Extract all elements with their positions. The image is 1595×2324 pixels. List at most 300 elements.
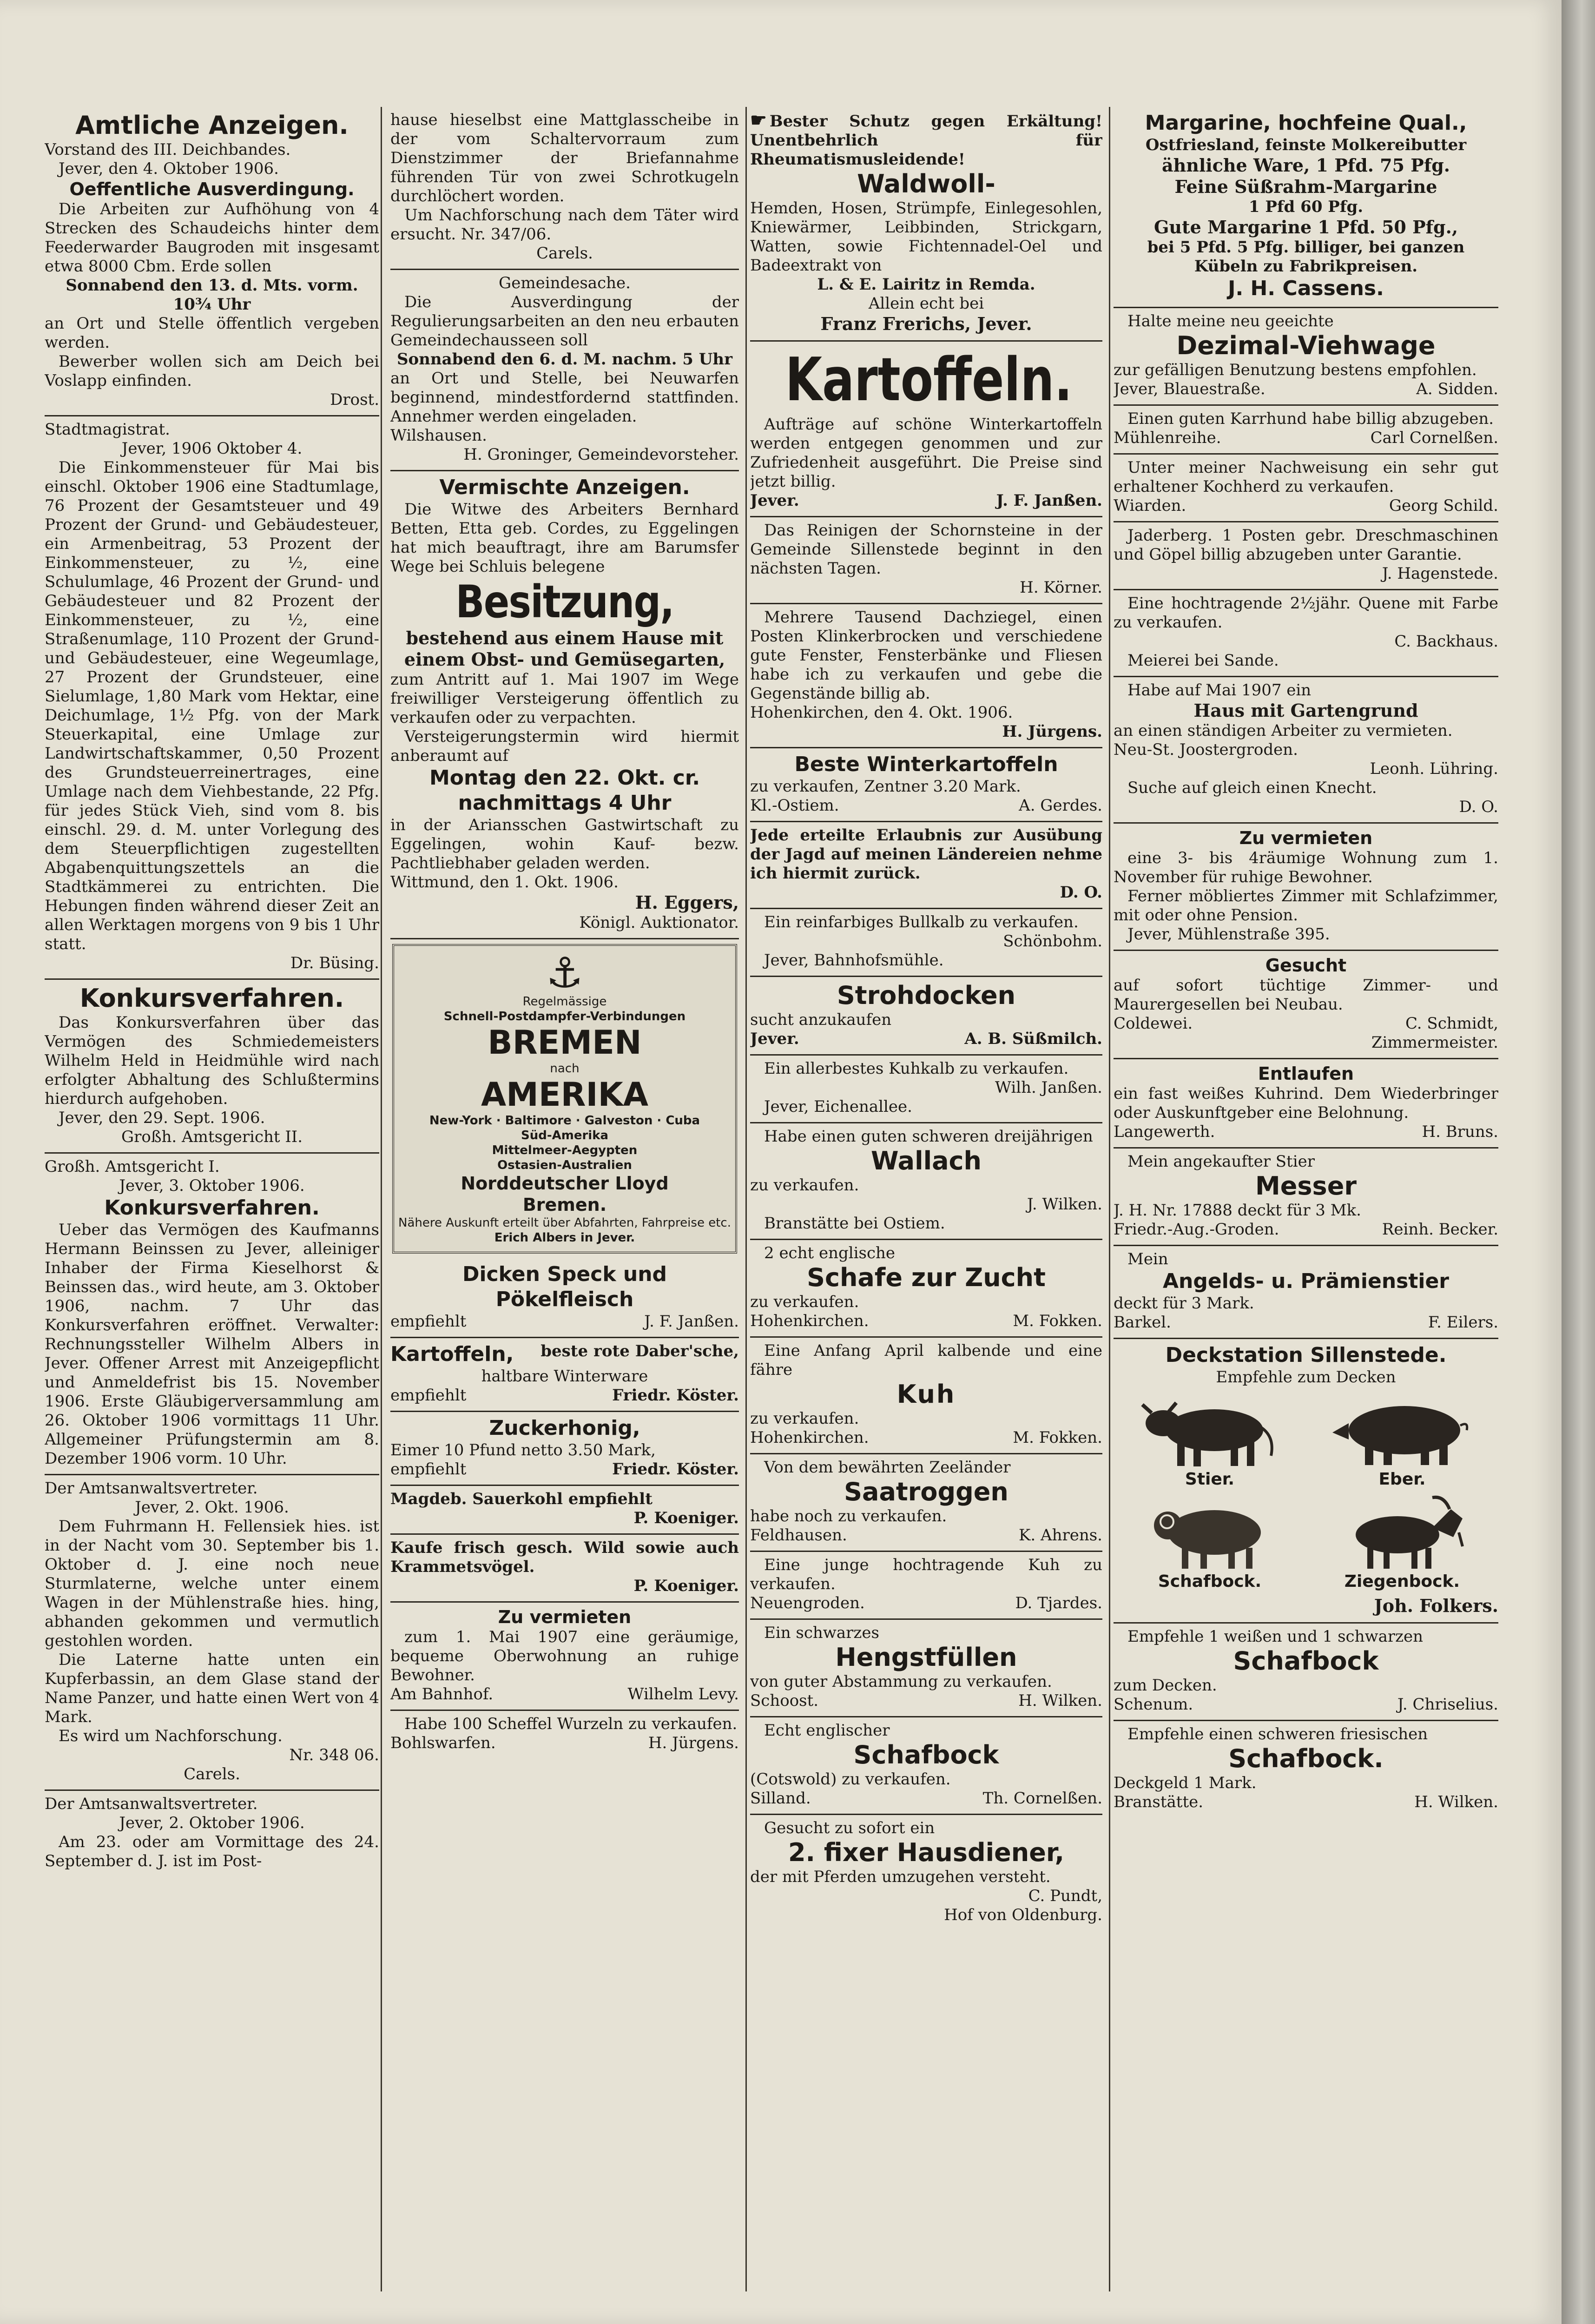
ad-text: Die Witwe des Arbeiters Bernhard Betten, Etta geb. Cordes, zu Eggelingen hat mich beauftragt, ihre am Barumsfer Wege bei Schluis belegene — [390, 500, 739, 576]
notice-text: an Ort und Stelle öffentlich vergeben werden. — [45, 314, 379, 352]
ad-price: ähnliche Ware, 1 Pfd. 75 Pfg. — [1161, 155, 1450, 176]
signature: Friedr. Köster. — [612, 1460, 739, 1479]
signature: D. Tjardes. — [1015, 1594, 1102, 1612]
section-title: Vermischte Anzeigen. — [439, 475, 690, 499]
ad-place: Jever, Blauestraße. — [1114, 380, 1265, 398]
ad-hausdiener — [750, 1815, 1102, 1930]
ad-place: Branstätte. — [1114, 1793, 1204, 1811]
ad-footer — [390, 1685, 739, 1704]
notice-title: Konkursverfahren. — [104, 1196, 320, 1220]
signature: Leonh. Lühring. — [1370, 759, 1498, 778]
ship-text: Nähere Auskunft erteilt über Abfahrten, Fahrpreise etc. — [398, 1216, 731, 1230]
ad-headline: 2. fixer Hausdiener, — [788, 1838, 1065, 1867]
ad-text: Mein — [1127, 1250, 1168, 1268]
ad-text: Magdeb. Sauerkohl empfiehlt — [390, 1490, 652, 1508]
ad-place: Neuengroden. — [750, 1594, 865, 1612]
ad-headline: Angelds- u. Prämienstier — [1163, 1269, 1449, 1293]
columns — [45, 107, 1498, 2301]
ad-text: empfiehlt — [390, 1312, 467, 1331]
ad-haus — [1114, 677, 1498, 824]
ad-footer — [750, 491, 1102, 510]
ship-text: Mittelmeer-Aegypten — [492, 1143, 638, 1157]
ad-wohnung — [1114, 824, 1498, 951]
ad-text: Habe 100 Scheffel Wurzeln zu verkaufen. — [404, 1715, 738, 1733]
ad-text: ein fast weißes Kuhrind. Dem Wiederbringer oder Auskunftgeber eine Belohnung. — [1114, 1084, 1498, 1122]
ad-entlaufen — [1114, 1059, 1498, 1149]
ad-bullkalb — [750, 909, 1102, 977]
ad-text: Versteigerungstermin wird hiermit anberaumt auf — [390, 727, 739, 765]
signature: H. Bruns. — [1422, 1122, 1498, 1141]
ad-footer — [750, 1526, 1102, 1545]
anchor-icon: ⚓ — [546, 949, 584, 997]
notice-date: Jever, 2. Oktober 1906. — [119, 1814, 305, 1832]
ad-text: Echt englischer — [764, 1721, 890, 1740]
notice-head: Gemeindesache. — [499, 274, 631, 292]
signature: H. Groninger, Gemeindevorsteher. — [463, 445, 739, 464]
ad-text: Ein schwarzes — [764, 1624, 879, 1642]
ad-footer — [390, 1734, 739, 1753]
ad-text: Mehrere Tausend Dachziegel, einen Posten Klinkerbrocken und verschiedene gute Fenster, Fensterbänke und Fliesen habe ich zu verkaufen und gebe die Gegenstände billig ab. — [750, 608, 1102, 703]
ad-kuh — [750, 1338, 1102, 1454]
ship-text: nach — [550, 1062, 580, 1076]
ad-place: Schenum. — [1114, 1695, 1193, 1714]
ad-place: Friedr.-Aug.-Groden. — [1114, 1220, 1279, 1239]
ad-text: der mit Pferden umzugehen versteht. — [750, 1868, 1051, 1886]
ad-place: Am Bahnhof. — [390, 1685, 494, 1703]
animal-label: Schafbock. — [1158, 1572, 1262, 1591]
ad-beste-winterkartoffeln — [750, 748, 1102, 822]
ad-place: Schoost. — [750, 1691, 819, 1710]
ad-footer — [390, 1386, 739, 1405]
ad-text: Empfehle einen schweren friesischen — [1127, 1725, 1428, 1743]
signature: Dr. Büsing. — [290, 954, 379, 972]
ad-maker: L. & E. Lairitz in Remda. — [817, 275, 1035, 294]
ad-text: haltbare Winterware — [481, 1367, 648, 1386]
ad-text: habe noch zu verkaufen. — [750, 1507, 947, 1525]
animal-ram — [1117, 1493, 1302, 1591]
ad-text: (Cotswold) zu verkaufen. — [750, 1770, 951, 1789]
notice-line: Vorstand des III. Deichbandes. — [45, 140, 291, 159]
ad-footer — [1114, 1122, 1498, 1142]
signature: D. O. — [1060, 883, 1102, 902]
notice-gemeinde — [390, 270, 739, 471]
ad-headline: Besitzung, — [455, 576, 674, 628]
ship-company: Norddeutscher Lloyd — [461, 1173, 669, 1194]
ad-stier-messer — [1114, 1149, 1498, 1246]
ship-city: AMERIKA — [481, 1076, 648, 1114]
ad-place: Hohenkirchen. — [750, 1428, 869, 1447]
ad-place: Jever. — [750, 1030, 799, 1048]
ad-text: Ein reinfarbiges Bullkalb zu verkaufen. — [764, 913, 1079, 931]
ad-text: Ostfriesland, feinste Molkereibutter — [1145, 136, 1467, 154]
signature: Großh. Amtsgericht II. — [121, 1128, 303, 1146]
ad-footer — [390, 1312, 739, 1331]
ad-headline: Kuh — [896, 1380, 956, 1409]
signature: Georg Schild. — [1389, 496, 1498, 515]
ad-winterkartoffeln — [750, 342, 1102, 517]
signature: F. Eilers. — [1428, 1313, 1498, 1332]
ad-headline: Schafbock. — [1228, 1744, 1384, 1773]
signature: H. Körner. — [1020, 578, 1102, 597]
signature: J. Hagenstede. — [1382, 564, 1498, 583]
notice-text: Es wird um Nachforschung. — [59, 1727, 283, 1745]
ad-text: Aufträge auf schöne Winterkartoffeln werden entgegen genommen und zur Zufriedenheit ausgeführt. Die Preise sind jetzt billig. — [750, 415, 1102, 491]
notice-head: Der Amtsanwaltsvertreter. — [45, 1795, 258, 1813]
ad-headline: Kartoffeln, — [390, 1342, 514, 1366]
ad-schafbock-2 — [1114, 1721, 1498, 1817]
signature: C. Backhaus. — [1394, 632, 1498, 651]
signature: Reinh. Becker. — [1382, 1220, 1498, 1239]
ad-place: Coldewei. — [1114, 1014, 1193, 1033]
ad-date: Wittmund, den 1. Okt. 1906. — [390, 873, 619, 891]
ad-headline: Zu vermieten — [498, 1607, 632, 1627]
ad-text: 2 echt englische — [764, 1244, 896, 1262]
notice-stadtmagistrat — [45, 416, 379, 980]
column-1 — [45, 107, 379, 2301]
ad-place: Neu-St. Joostergroden. — [1114, 740, 1298, 759]
ad-place: Jever, Mühlenstraße 395. — [1127, 925, 1330, 944]
signature: Drost. — [330, 390, 379, 409]
ram-icon — [1135, 1493, 1284, 1572]
ad-saatroggen — [750, 1454, 1102, 1552]
ad-headline: Margarine, hochfeine Qual., — [1145, 111, 1467, 135]
signature: Carels. — [184, 1765, 240, 1783]
ad-text: Das Reinigen der Schornsteine in der Gemeinde Sillenstede beginnt in den nächsten Tagen. — [750, 521, 1102, 578]
signature: A. B. Süßmilch. — [964, 1030, 1102, 1048]
signature: A. Gerdes. — [1019, 796, 1102, 815]
column-3 — [750, 107, 1102, 2301]
ad-place: Hohenkirchen. — [750, 1312, 869, 1330]
animal-label: Ziegenbock. — [1344, 1572, 1460, 1591]
ad-headline: Waldwoll- — [857, 169, 995, 198]
ad-footer — [1114, 380, 1498, 399]
ad-headline: Dezimal-Viehwage — [1176, 331, 1436, 360]
signature: P. Koeniger. — [633, 1577, 739, 1595]
notice-konkurs-2 — [45, 1154, 379, 1475]
notice-head: Der Amtsanwaltsvertreter. — [45, 1479, 258, 1498]
signature: Franz Frerichs, Jever. — [820, 313, 1032, 334]
ad-text: auf sofort tüchtige Zimmer- und Maurergesellen bei Neubau. — [1114, 976, 1498, 1014]
signature: C. Pundt, — [1028, 1887, 1102, 1905]
animal-row — [1114, 1391, 1498, 1489]
notice-deichband — [45, 107, 379, 416]
ad-footer — [1114, 1220, 1498, 1239]
ad-text: Ein allerbestes Kuhkalb zu verkaufen. — [764, 1059, 1069, 1078]
ad-head-row — [390, 1342, 739, 1367]
ad-headline: Saatroggen — [844, 1477, 1008, 1506]
ship-text: Schnell-Postdampfer-Verbindungen — [443, 1010, 686, 1023]
animal-label: Eber. — [1378, 1470, 1426, 1489]
notice-date: Jever, 1906 Oktober 4. — [121, 439, 303, 458]
ad-place: Silland. — [750, 1789, 811, 1808]
ad-text: Eine Anfang April kalbende und eine fähre — [750, 1341, 1102, 1379]
ad-text: Empfehle 1 weißen und 1 schwarzen — [1127, 1627, 1424, 1646]
ad-place: Kl.-Ostiem. — [750, 796, 839, 815]
ad-text: Kaufe frisch gesch. Wild sowie auch Krammetsvögel. — [390, 1538, 739, 1576]
ad-headline: Dicken Speck und Pökelfleisch — [462, 1262, 667, 1311]
ad-text: Von dem bewährten Zeeländer — [764, 1458, 1011, 1477]
notice-number: Nr. 348 06. — [289, 1746, 379, 1764]
ad-text: Feine Süßrahm-Margarine — [1174, 176, 1437, 197]
signature: J. H. Cassens. — [1228, 277, 1384, 300]
signature: Schönbohm. — [1003, 932, 1102, 951]
ad-headline: Hengstfüllen — [835, 1643, 1017, 1672]
ad-speck — [390, 1258, 739, 1338]
ad-headline: Wallach — [871, 1146, 982, 1175]
ad-text: in der Ariansschen Gastwirtschaft zu Eggelingen, wohin Kauf- bezw. Pachtliebhaber geladen werden. — [390, 816, 739, 872]
notice-text: Um Nachforschung nach dem Täter wird ersucht. Nr. 347/06. — [390, 206, 739, 244]
ad-text: zum Antritt auf 1. Mai 1907 im Wege freiwilliger Versteigerung öffentlich zu verkaufen oder zu verpachten. — [390, 670, 739, 727]
signature: Carl Cornelßen. — [1370, 429, 1498, 447]
ad-headline: Haus mit Gartengrund — [1193, 700, 1418, 721]
ad-headline: Kartoffeln. — [785, 345, 1073, 415]
ad-headline: Schafbock — [853, 1740, 999, 1769]
notice-place: Wilshausen. — [390, 426, 487, 445]
notice-title: Konkursverfahren. — [79, 984, 344, 1013]
ship-text: Ostasien-Australien — [497, 1158, 632, 1172]
ad-waldwoll — [750, 107, 1102, 342]
ad-schafbock-1 — [1114, 1624, 1498, 1721]
ad-headline: Deckstation Sillenstede. — [1165, 1343, 1447, 1367]
notice-date-emph: Sonnabend den 13. d. Mts. vorm. 10¾ Uhr — [66, 276, 358, 314]
ad-footer — [750, 1030, 1102, 1049]
ad-footer — [1114, 1793, 1498, 1812]
ad-schornsteine — [750, 517, 1102, 604]
ad-hengstfuellen — [750, 1620, 1102, 1717]
notice-text: Ueber das Vermögen des Kaufmanns Hermann Beinssen zu Jever, alleiniger Inhaber der Firma Kieselhorst & Beinssen das., wird heute, am 3. Oktober 1906, nachm. 7 Uhr das Konkursverfahren eröffnet. Verwalter: Rechnungssteller Wilhelm Albers in Jever. Offener Arrest mit Anzeigepflicht und Anmeldefrist bis 15. November 1906. Erste Gläubigerversammlung am 26. Oktober 1906 vormittags 11 Uhr. Allgemeiner Prüfungstermin am 8. Dezember 1906 vorm. 10 Uhr. — [45, 1221, 379, 1468]
ad-footer — [390, 1460, 739, 1479]
ad-wild — [390, 1535, 739, 1603]
notice-konkurs-1 — [45, 980, 379, 1154]
signature: H. Wilken. — [1414, 1793, 1498, 1811]
ad-quene — [1114, 590, 1498, 677]
ad-text — [750, 111, 1102, 169]
animal-row — [1114, 1493, 1498, 1591]
ad-text: zum 1. Mai 1907 eine geräumige, bequeme Oberwohnung an ruhige Bewohner. — [390, 1628, 739, 1684]
ad-praemienstier — [1114, 1246, 1498, 1339]
ad-text: Bester Schutz gegen Erkältung! Unentbehrlich für Rheumatismusleidende! — [750, 112, 1102, 169]
animal-boar — [1310, 1391, 1494, 1489]
signature: M. Fokken. — [1013, 1312, 1102, 1330]
ad-junge-kuh — [750, 1552, 1102, 1620]
signature: Joh. Folkers. — [1374, 1595, 1498, 1616]
ad-headline: Zuckerhonig, — [489, 1416, 640, 1440]
ad-margarine — [1114, 107, 1498, 308]
ad-side: beste rote Daber'sche, — [540, 1342, 739, 1360]
ad-footer — [750, 796, 1102, 815]
ad-text: empfiehlt — [390, 1386, 467, 1405]
notice-head: Oeffentliche Ausverdingung. — [69, 179, 355, 199]
notice-head: Stadtmagistrat. — [45, 420, 170, 439]
signature: C. Schmidt, — [1405, 1014, 1498, 1033]
ad-kartoffeln — [390, 1338, 739, 1412]
ad-zuckerhonig — [390, 1412, 739, 1486]
ad-footer — [1114, 429, 1498, 448]
notice-date: Jever, den 29. Sept. 1906. — [59, 1109, 265, 1127]
ad-date: Hohenkirchen, den 4. Okt. 1906. — [750, 703, 1013, 722]
ad-text: eine 3- bis 4räumige Wohnung zum 1. November für ruhige Bewohner. — [1114, 849, 1498, 886]
ad-text: Halte meine neu geeichte — [1127, 312, 1334, 330]
ad-text: J. H. Nr. 17888 deckt für 3 Mk. — [1114, 1201, 1361, 1220]
ad-text: Mein angekaufter Stier — [1127, 1152, 1315, 1171]
ad-text: Eimer 10 Pfund netto 3.50 Mark, — [390, 1441, 656, 1459]
ad-date: Montag den 22. Okt. cr. nachmittags 4 Uhr — [429, 766, 700, 815]
signature: Th. Cornelßen. — [982, 1789, 1102, 1808]
section-title: Amtliche Anzeigen. — [75, 111, 349, 140]
signature: J. Chriselius. — [1397, 1695, 1498, 1714]
ad-deckstation — [1114, 1339, 1498, 1624]
notice-laterne — [45, 1475, 379, 1791]
ad-footer — [1114, 496, 1498, 515]
ship-text: New-York · Baltimore · Galveston · Cuba — [429, 1114, 700, 1128]
ad-headline: Beste Winterkartoffeln — [794, 753, 1058, 776]
animal-bull — [1117, 1391, 1302, 1489]
ad-dreschmaschinen — [1114, 522, 1498, 590]
ad-text: zum Decken. — [1114, 1676, 1217, 1695]
ad-karrhund — [1114, 406, 1498, 455]
ad-footer — [750, 1691, 1102, 1710]
pointing-hand-icon: ☛ — [750, 109, 767, 131]
notice-text: an Ort und Stelle, bei Neuwarfen beginnend, mindestfordernd stattfinden. Annehmer werden eingeladen. — [390, 369, 739, 426]
ad-kochherd — [1114, 455, 1498, 522]
ad-headline: Messer — [1255, 1171, 1357, 1201]
ad-place: Jever. — [750, 491, 799, 510]
ad-place: Feldhausen. — [750, 1526, 847, 1545]
ad-place: Meierei bei Sande. — [1127, 651, 1279, 670]
ad-jagd — [750, 822, 1102, 909]
page-edge — [1562, 0, 1595, 2324]
notice-text: Dem Fuhrmann H. Fellensiek hies. ist in der Nacht vom 30. September bis 1. Oktober d. J. eine noch neue Sturmlaterne, welche unter einem Wagen in der Mühlenstraße hies. hing, abhanden gekommen und vermutlich gestohlen worden. — [45, 1517, 379, 1650]
signature: Wilh. Janßen. — [995, 1078, 1102, 1097]
notice-text: Die Arbeiten zur Aufhöhung von 4 Strecken des Schaudeichs hinter dem Feederwarder Baugroden mit insgesamt etwa 8000 Cbm. Erde sollen — [45, 200, 379, 276]
signature: H. Eggers, — [635, 892, 739, 913]
signature-title: Hof von Oldenburg. — [944, 1906, 1102, 1924]
ad-text: zu verkaufen. — [750, 1293, 859, 1311]
ad-strohdocken — [750, 977, 1102, 1056]
ad-vermieten — [390, 1603, 739, 1711]
notice-date: Jever, 3. Oktober 1906. — [119, 1176, 305, 1195]
signature: H. Wilken. — [1018, 1691, 1102, 1710]
ad-price: 1 Pfd 60 Pfg. — [1248, 198, 1364, 216]
ad-text: Einen guten Karrhund habe billig abzugeben. — [1127, 409, 1494, 428]
ad-wallach — [750, 1123, 1102, 1240]
ad-place: Mühlenreihe. — [1114, 429, 1221, 447]
ad-footer — [1114, 1313, 1498, 1332]
animal-goat — [1310, 1493, 1494, 1591]
notice-head: Großh. Amtsgericht I. — [45, 1157, 220, 1176]
ad-kuhkalb — [750, 1056, 1102, 1123]
notice-text: Am 23. oder am Vormittage des 24. September d. J. ist im Post- — [45, 1833, 379, 1870]
goat-icon — [1328, 1493, 1476, 1572]
boar-icon — [1328, 1391, 1476, 1470]
notice-text: hause hieselbst eine Mattglasscheibe in der vom Schaltervorraum zum Dienstzimmer der Briefannahme führenden Tür von zwei Schrotkugeln durchlöchert worden. — [390, 111, 739, 205]
ad-text: Jaderberg. 1 Posten gebr. Dreschmaschinen und Göpel billig abzugeben unter Garantie. — [1114, 526, 1498, 564]
ad-text: Deckgeld 1 Mark. — [1114, 1774, 1257, 1792]
ad-text: Habe einen guten schweren dreijährigen — [764, 1127, 1093, 1146]
ad-headline: Schafe zur Zucht — [807, 1263, 1046, 1292]
signature: J. F. Janßen. — [996, 491, 1102, 510]
ad-norddeutscher-lloyd — [392, 944, 737, 1254]
notice-text: Das Konkursverfahren über das Vermögen des Schmiedemeisters Wilhelm Held in Heidmühle wird nach erfolgter Abhaltung des Schlußtermins hierdurch aufgehoben. — [45, 1013, 379, 1108]
ad-dachziegel — [750, 604, 1102, 748]
ship-city: Bremen. — [522, 1195, 607, 1215]
signature: A. Sidden. — [1416, 380, 1498, 398]
notice-date-emph: Sonnabend den 6. d. M. nachm. 5 Uhr — [396, 350, 733, 369]
ship-text: Süd-Amerika — [521, 1129, 609, 1142]
signature: J. Wilken. — [1027, 1195, 1102, 1214]
ad-schafe — [750, 1240, 1102, 1338]
ad-text: bei 5 Pfd. 5 Pfg. billiger, bei ganzen Kübeln zu Fabrikpreisen. — [1147, 238, 1465, 276]
signature: J. F. Janßen. — [644, 1312, 739, 1331]
ad-besitzung — [390, 471, 739, 939]
signature: K. Ahrens. — [1019, 1526, 1102, 1545]
ad-place: Jever, Bahnhofsmühle. — [764, 951, 944, 970]
signature-title: Königl. Auktionator. — [579, 913, 739, 932]
ship-agent: Erich Albers in Jever. — [494, 1231, 635, 1245]
ad-place: Bohlswarfen. — [390, 1734, 496, 1752]
notice-text: Die Ausverdingung der Regulierungsarbeiten an den neu erbauten Gemeindechausseen soll — [390, 293, 739, 350]
ad-footer — [1114, 1695, 1498, 1714]
ad-text: deckt für 3 Mark. — [1114, 1294, 1254, 1313]
ad-text: Allein echt bei — [868, 294, 984, 313]
signature: Carels. — [536, 244, 593, 263]
ad-text: von guter Abstammung zu verkaufen. — [750, 1672, 1052, 1691]
notice-post-cont — [390, 107, 739, 270]
ad-place: Wiarden. — [1114, 496, 1186, 515]
notice-post — [45, 1791, 379, 1876]
ship-text: Regelmässige — [522, 995, 607, 1009]
ad-text: Habe auf Mai 1907 ein — [1127, 681, 1312, 700]
column-2 — [390, 107, 739, 2301]
ad-subline: bestehend aus einem Hause mit einem Obst- und Gemüsegarten, — [404, 627, 725, 670]
animal-label: Stier. — [1185, 1470, 1235, 1489]
notice-date: Jever, den 4. Oktober 1906. — [59, 159, 279, 178]
ad-text: an einen ständigen Arbeiter zu vermieten. — [1114, 721, 1453, 740]
ad-headline: Entlaufen — [1258, 1063, 1354, 1084]
ad-text: Empfehle zum Decken — [1216, 1368, 1396, 1386]
signature: D. O. — [1459, 798, 1498, 816]
ad-text: sucht anzukaufen — [750, 1010, 892, 1029]
signature: M. Fokken. — [1013, 1428, 1102, 1447]
ad-place: Langewerth. — [1114, 1122, 1215, 1141]
ad-text: zu verkaufen, Zentner 3.20 Mark. — [750, 777, 1021, 796]
ad-text: zu verkaufen. — [750, 1176, 859, 1195]
signature-title: Zimmermeister. — [1371, 1033, 1498, 1052]
ad-text: zur gefälligen Benutzung bestens empfohlen. — [1114, 361, 1477, 379]
ad-footer — [750, 1428, 1102, 1447]
notice-text: Die Laterne hatte unten ein Kupferbassin, an dem Glase stand der Name Panzer, und hatte einen Wert von 4 Mark. — [45, 1651, 379, 1726]
ad-headline: Strohdocken — [837, 981, 1016, 1010]
column-4 — [1114, 107, 1498, 2301]
signature: Wilhelm Levy. — [627, 1685, 739, 1703]
ad-sauerkohl — [390, 1486, 739, 1535]
ad-text: Hemden, Hosen, Strümpfe, Einlegesohlen, Kniewärmer, Leibbinden, Strickgarn, Watten, sowie Fichtennadel-Oel und Badeextrakt von — [750, 199, 1102, 275]
ad-text: Ferner möbliertes Zimmer mit Schlafzimmer, mit oder ohne Pension. — [1114, 887, 1498, 924]
ad-footer — [1114, 1014, 1498, 1033]
signature: Friedr. Köster. — [612, 1386, 739, 1405]
ad-headline: Gesucht — [1265, 955, 1347, 976]
ship-city: BREMEN — [488, 1023, 642, 1062]
notice-text: Bewerber wollen sich am Deich bei Voslapp einfinden. — [45, 352, 379, 390]
notice-date: Jever, 2. Okt. 1906. — [135, 1498, 289, 1517]
ad-gesucht — [1114, 951, 1498, 1059]
ad-headline: Zu vermieten — [1239, 828, 1373, 848]
ad-text: Suche auf gleich einen Knecht. — [1127, 779, 1377, 797]
ad-text: zu verkaufen. — [750, 1409, 859, 1428]
ad-text: Unter meiner Nachweisung ein sehr gut erhaltener Kochherd zu verkaufen. — [1114, 458, 1498, 496]
ad-place: Barkel. — [1114, 1313, 1171, 1332]
ad-wurzeln — [390, 1711, 739, 1758]
